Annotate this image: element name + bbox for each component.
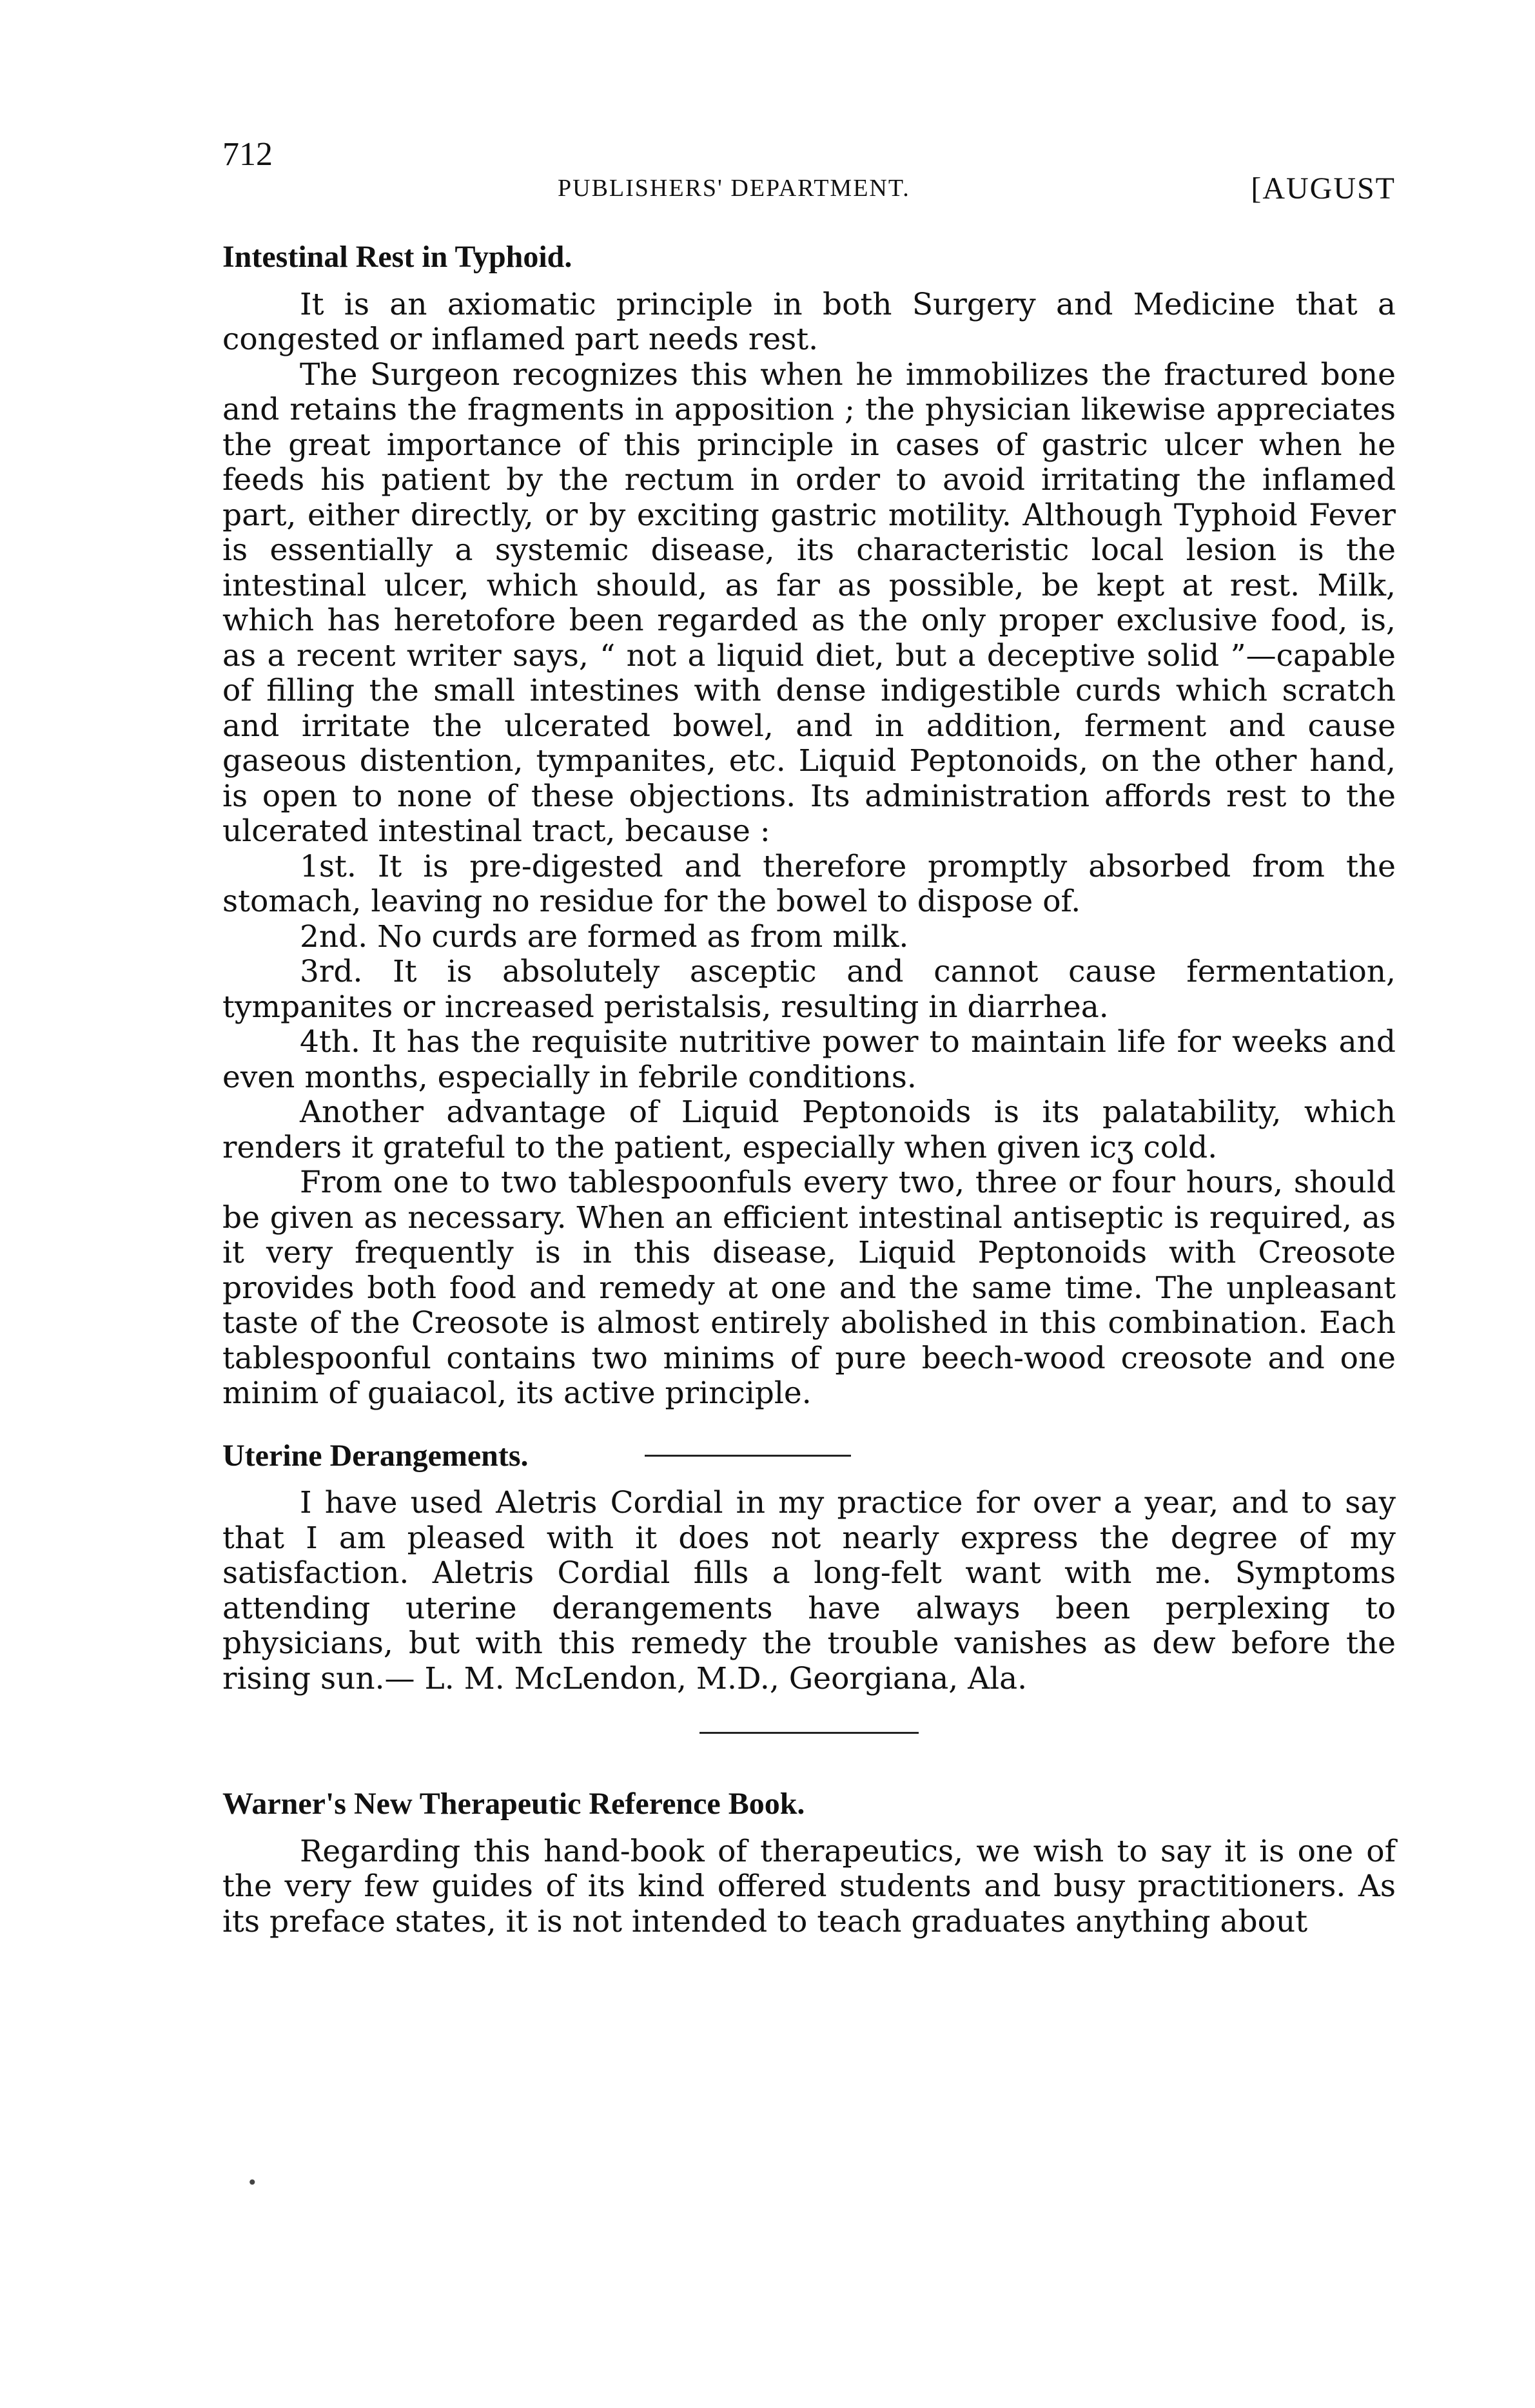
section-intestinal-rest	[222, 238, 1396, 1412]
paragraph: From one to two tablespoonfuls every two, three or four hours, should be given as necessary. When an efficient intestinal antiseptic is required, as it very frequently is in this disease, Liquid Peptonoids with Creosote provides both food and remedy at one and the same time. The unpleasant taste of the Creosote is almost entirely abolished in this combination. Each tablespoonful contains two minims of pure beech-wood creosote and one minim of guaiacol, its active principle.	[222, 1165, 1396, 1412]
section-heading: Warner's New Therapeutic Reference Book.	[222, 1787, 805, 1821]
section-divider	[645, 1455, 851, 1457]
paragraph: It is an axiomatic principle in both Surgery and Medicine that a congested or inflamed part needs rest.	[222, 286, 1396, 358]
page-header	[222, 135, 1396, 206]
paragraph: 4th. It has the requisite nutritive power to maintain life for weeks and even months, especially in febrile conditions.	[222, 1024, 1396, 1095]
running-month: [AUGUST	[1251, 171, 1396, 206]
paragraph: 1st. It is pre-digested and therefore promptly absorbed from the stomach, leaving no residue for the bowel to dispose of.	[222, 848, 1396, 920]
section-heading: Intestinal Rest in Typhoid.	[222, 240, 572, 274]
section-heading: Uterine Derangements.	[222, 1438, 529, 1473]
paragraph: 2nd. No curds are formed as from milk.	[300, 918, 909, 955]
section-uterine-derangements	[222, 1437, 1396, 1697]
paragraph: Another advantage of Liquid Peptonoids is its palatability, which renders it grateful to the patient, especially when given icʒ cold.	[222, 1094, 1396, 1165]
paragraph: The Surgeon recognizes this when he immobilizes the fractured bone and retains the fragments in apposition ; the physician likewise appreciates the great importance of this principle in cases of gastric ulcer when he feeds his patient by the rectum in order to avoid irritating the inflamed part, either directly, or by exciting gastric motility. Although Typhoid Fever is essentially a systemic disease, its characteristic local lesion is the intestinal ulcer, which should, as far as possible, be kept at rest. Milk, which has heretofore been regarded as the only proper exclusive food, is, as a recent writer says, “ not a liquid diet, but a deceptive solid ”—capable of filling the small intestines with dense indigestible curds which scratch and irritate the ulcerated bowel, and in addition, ferment and cause gaseous distention, tympanites, etc. Liquid Peptonoids, on the other hand, is open to none of these objections. Its administration affords rest to the ulcerated intestinal tract, because :	[222, 356, 1396, 850]
paragraph: I have used Aletris Cordial in my practice for over a year, and to say that I am pleased with it does not nearly express the degree of my satisfaction. Aletris Cordial fills a long-felt want with me. Symptoms attending uterine derangements have always been perplexing to physicians, but with this remedy the trouble vanishes as dew before the rising sun.— L. M. McLendon, M.D., Georgiana, Ala.	[222, 1485, 1396, 1696]
section-warners-reference-book	[222, 1785, 1396, 1939]
running-title: PUBLISHERS' DEPARTMENT.	[558, 175, 910, 202]
section-heading-row	[222, 1437, 1396, 1475]
paragraph: 3rd. It is absolutely asceptic and cannot cause fermentation, tympanites or increased peristalsis, resulting in diarrhea.	[222, 954, 1396, 1025]
scan-speck: •	[247, 2172, 258, 2193]
paragraph: Regarding this hand-book of therapeutics, we wish to say it is one of the very few guides of its kind offered students and busy practitioners. As its preface states, it is not intended to teach graduates anything about	[222, 1833, 1396, 1939]
page-number: 712	[222, 136, 273, 173]
page	[222, 135, 1396, 1939]
section-divider	[699, 1732, 919, 1734]
